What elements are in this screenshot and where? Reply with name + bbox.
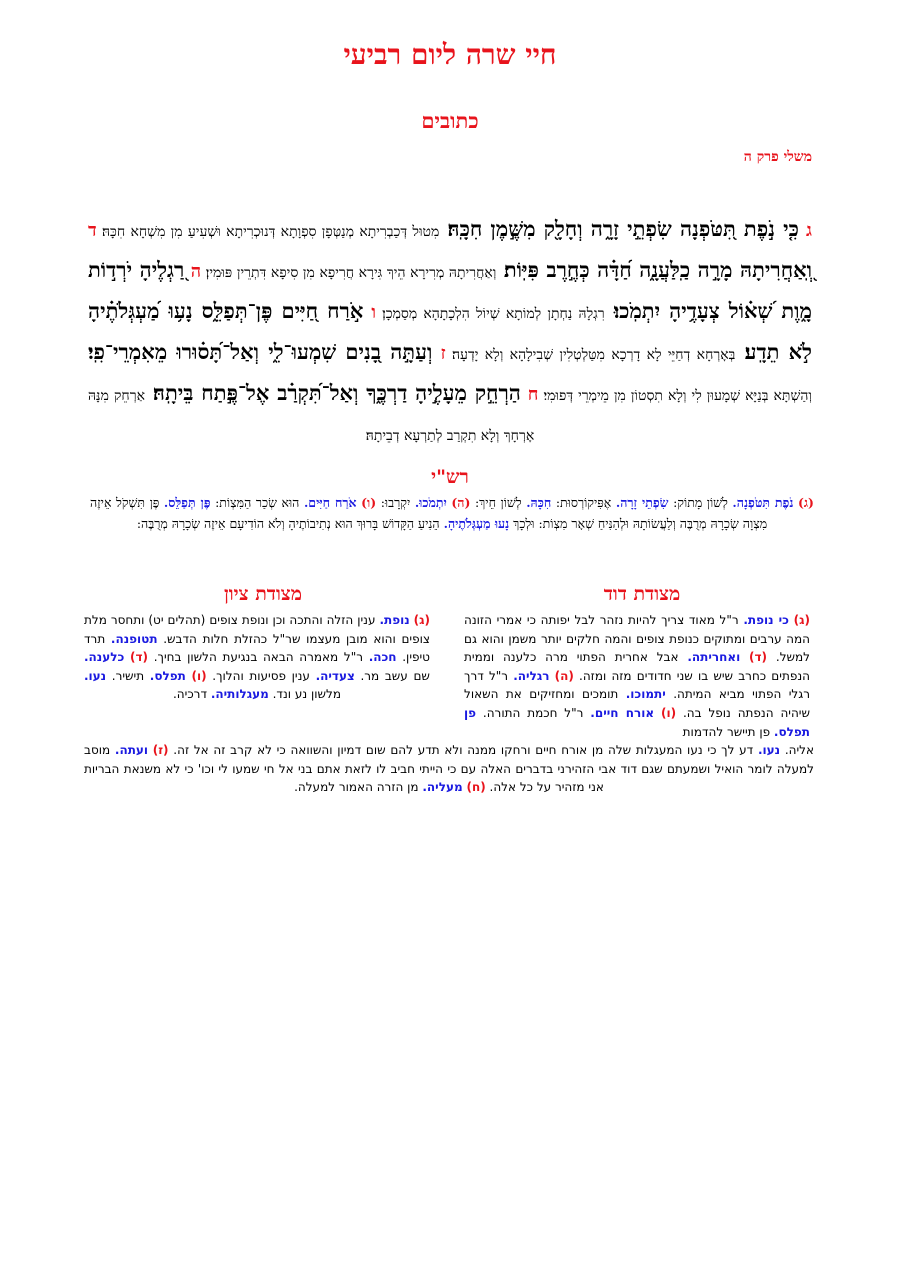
targum-text: מִטוּל דְּכַבְרִיתָא מְנַטְּפָן סִפְוָתָא דְּנוּכְרִיתָא וּשְׁעִיעַ מִן מִשְׁחָא חִכָּהּ׃	[96, 224, 440, 240]
commentary-text: דע לך כי נעו המעגלות שלה מן אורח חיים ורחקו ממנה ולא תדע להם שום דמיון והשוואה כי לא קרב זה אל זה.	[173, 743, 758, 757]
verse-text: אֹ֣רַח חַ֭יִּים פֶּן־תְּפַלֵּ֑ס נָע֥וּ מַ֝עְגְּלֹתֶ֗יהָ לֹ֣א תֵדָֽע׃	[88, 298, 812, 364]
commentary-text: לְשׁוֹן מָתוֹק:	[673, 495, 733, 510]
commentary-text: לְשׁוֹן חֵיךְ:	[474, 495, 527, 510]
commentary-lemma: צעדיה.	[315, 668, 355, 683]
commentary-verse-ref: (ו)	[191, 668, 207, 683]
commentary-lemma: חכה.	[368, 650, 397, 665]
metzudat-zion-title: מצודת ציון	[223, 583, 303, 605]
chapter-label: משלי פרק ה	[743, 149, 812, 165]
commentary-text: תומכים ומחזיקים את השאול שיהיה הנפתה נופל בה.	[464, 687, 810, 720]
commentary-verse-ref: (ג)	[413, 613, 430, 627]
commentary-text: דרכיה.	[172, 687, 211, 702]
targum-text: רִגְלָהּ נַחְתָן לְמוֹתָא שְׁיוֹל הִלְכָתָהָא מְסַמְכָן׃	[375, 306, 605, 322]
commentary-lemma: שִׂפְתֵי זָרָה.	[615, 495, 669, 510]
verse-number: ג	[798, 220, 813, 241]
commentary-lemma: נעו.	[757, 743, 781, 757]
commentary-text: יִקְרָבוּ:	[380, 495, 415, 510]
commentary-verse-ref: (ד)	[129, 650, 149, 665]
verse-text: הַרְחֵ֣ק מֵעָלֶ֣יהָ דַרְכֶּ֑ךָ וְאַל־תִּ֝קְרַ֗ב אֶל־פֶּ֣תַח בֵּיתָֽהּ׃	[145, 380, 521, 405]
metzudat-zion-commentary	[84, 611, 430, 704]
verse-text: וְֽ֭אַחֲרִיתָהּ מָרָ֣ה כַֽלַּעֲנָ֑ה חַ֝דָּ֗ה כְּחֶ֣רֶב פִּיּֽוֹת׃	[496, 257, 812, 282]
commentary-text: וּלְכָךְ	[509, 516, 535, 531]
commentary-text: הוּא שְׂכַר הַמִּצְוֹת:	[215, 495, 304, 510]
targum-text: וְאַחֲרִיתָהּ מְרִירָא הֵיךְ גִּירָא חֲרִיפָא מִן סִיפָא דִּתְרֵין פּוּמִין׃	[201, 265, 497, 281]
commentary-text: אבל אחרית הפתוי מרה כלענה וממית הנפתים כחרב שיש בו שני חדודים מזה ומזה.	[464, 650, 810, 683]
verse-number: ד	[88, 220, 97, 241]
commentary-text: פן תיישר להדמות	[682, 724, 774, 739]
commentary-lemma: ואחריתה.	[687, 650, 741, 665]
commentary-text: תרד טיפין.	[84, 631, 430, 665]
commentary-lemma: מעליה.	[422, 780, 463, 795]
commentary-lemma: נעו.	[84, 668, 107, 683]
commentary-lemma: כי נופת.	[743, 613, 789, 627]
commentary-text: שם עשב מר.	[360, 668, 430, 683]
commentary-text: פֶּן תִּשְׁקֹל אֵיזֶה מִצְוָה שְׂכָרָהּ מְרֻבֶּה וְלַעֲשׂוֹתָהּ וּלְהַנִּיחַ שְׁאָר מִצְוֹת:	[90, 495, 768, 531]
commentary-text: ענין הזלה והתכה וכן ונופת צופים (תהלים יט) ותחסר מלת צופים והוא מובן מעצמו שר"ל כהזלת חלות הדבש.	[84, 613, 430, 646]
rashi-commentary	[90, 492, 814, 534]
commentary-text: ר"ל דרך רגלי הפתוי מביא המיתה.	[464, 668, 810, 702]
rashi-title: רש"י	[431, 466, 469, 488]
metzudat-david-title: מצודת דוד	[603, 583, 681, 605]
commentary-verse-ref: (ג)	[793, 613, 810, 627]
commentary-text: ר"ל חכמת התורה.	[482, 705, 591, 720]
commentary-lemma: תפלס.	[149, 668, 186, 683]
verse-text: כִּ֤י נֹ֣פֶת תִּ֭טֹּפְנָה שִׂפְתֵ֣י זָרָ֑ה וְחָלָ֖ק מִשֶּׁ֣מֶן חִכָּֽהּ׃	[439, 216, 799, 241]
commentary-lemma: פֶּן תְּפַלֵּס.	[163, 495, 211, 510]
commentary-lemma: תטופנה.	[110, 631, 158, 646]
commentary-verse-ref: (ג)	[798, 495, 814, 510]
commentary-text: מלשון נע ונד.	[272, 687, 341, 702]
commentary-text: מן הזרה האמור למעלה.	[294, 780, 423, 795]
commentary-lemma: אורח חיים.	[590, 705, 655, 720]
commentary-verse-ref: (ד)	[749, 650, 768, 665]
commentary-lemma: נֹפֶת תִּטֹּפְנָה.	[732, 495, 794, 510]
commentary-verse-ref: (ח)	[466, 780, 486, 795]
verse-number: ז	[432, 343, 446, 364]
verse-text: רַ֭גְלֶיהָ יֹרְד֣וֹת מָ֑וֶת שְׁ֝א֗וֹל צְעָדֶ֥יהָ יִתְמֹֽכוּ׃	[88, 257, 812, 323]
metzudat-david-continuation	[84, 741, 814, 797]
commentary-verse-ref: (ה)	[554, 668, 574, 683]
commentary-lemma: פן תפלס.	[464, 705, 810, 739]
commentary-text: אליה.	[784, 743, 814, 757]
commentary-verse-ref: (ו)	[361, 495, 377, 510]
main-text	[88, 210, 812, 455]
commentary-lemma: מעגלותיה.	[210, 687, 269, 702]
targum-text: אַרְחֵק מִנָּהּ אָרְחָךְ וְלָא תִקְרַב לְתַרְעָא דְבֵיתָהּ׃	[88, 388, 535, 444]
commentary-lemma: ועתה.	[114, 743, 149, 757]
verse-number: ה	[184, 261, 202, 282]
page-title: חיי שרה ליום רביעי	[343, 38, 557, 71]
commentary-lemma: אֹרַח חַיִּים.	[303, 495, 357, 510]
targum-text: בְּאָרְחָא דְחַיֵּי לָא דָרְכָא מִטַּלְטְלִין שְׁבִילָהָא וְלָא יָדְעָה׃	[445, 347, 736, 363]
metzudat-david-commentary	[464, 611, 810, 741]
commentary-verse-ref: (ז)	[152, 743, 169, 757]
commentary-lemma: כלענה.	[84, 650, 125, 665]
commentary-text: מוסב למעלה לומר הואיל ושמעתם שגם דוד אבי הזהירני בדברים האלה עם כי הייתי חביב לו לזאת אתם בני אל חי שמעו לי וכו' כי לא משנאת הבריות אני מזהיר על כל אלה.	[84, 743, 814, 795]
verse-text: וְעַתָּ֣ה בָ֭נִים שִׁמְעוּ־לִ֑י וְאַל־תָּ֝ס֗וּרוּ מֵאִמְרֵי־פִֽי׃	[88, 339, 433, 364]
targum-text: וְהַשְׁתָּא בְּנַיָּא שְׁמָעוּן לִי וְלָא תִסְטוֹן מִן מֵימְרֵי דְּפוּמִי׃	[538, 388, 813, 404]
commentary-lemma: נופת.	[379, 613, 410, 627]
commentary-lemma: חִכָּהּ.	[526, 495, 552, 510]
verse-number: ו	[363, 302, 376, 323]
commentary-text: ר"ל מאמרה הבאה בנגיעת הלשון בחיך.	[153, 650, 369, 665]
verse-number: ח	[520, 384, 539, 405]
commentary-lemma: יתמוכו.	[625, 687, 666, 702]
commentary-verse-ref: (ה)	[451, 495, 471, 510]
commentary-text: תישיר.	[111, 668, 150, 683]
commentary-verse-ref: (ו)	[660, 705, 677, 720]
commentary-text: הֵנִיעַ הַקָּדוֹשׁ בָּרוּךְ הוּא נְתִיבוֹתֶיהָ וְלֹא הוֹדִיעָם אֵיזֶה שְׂכָרָהּ מְרֻבֶּה:	[136, 516, 444, 531]
commentary-lemma: נָעוּ מַעְגְּלֹתֶיהָ.	[443, 516, 510, 531]
section-title: כתובים	[421, 108, 479, 133]
commentary-text: ר"ל מאוד צריך להיות נזהר לבל יפותה כי אמרי הזונה המה ערבים ומתוקים כנופת צופים והמה חלקים יותר משמן והוא גם למשל.	[464, 613, 810, 665]
commentary-text: ענין פסיעות והלוך.	[212, 668, 316, 683]
commentary-text: אֶפִּיקוֹרְסוּת:	[555, 495, 616, 510]
commentary-lemma: רגליה.	[513, 668, 550, 683]
commentary-lemma: יִתְמֹכוּ.	[414, 495, 447, 510]
